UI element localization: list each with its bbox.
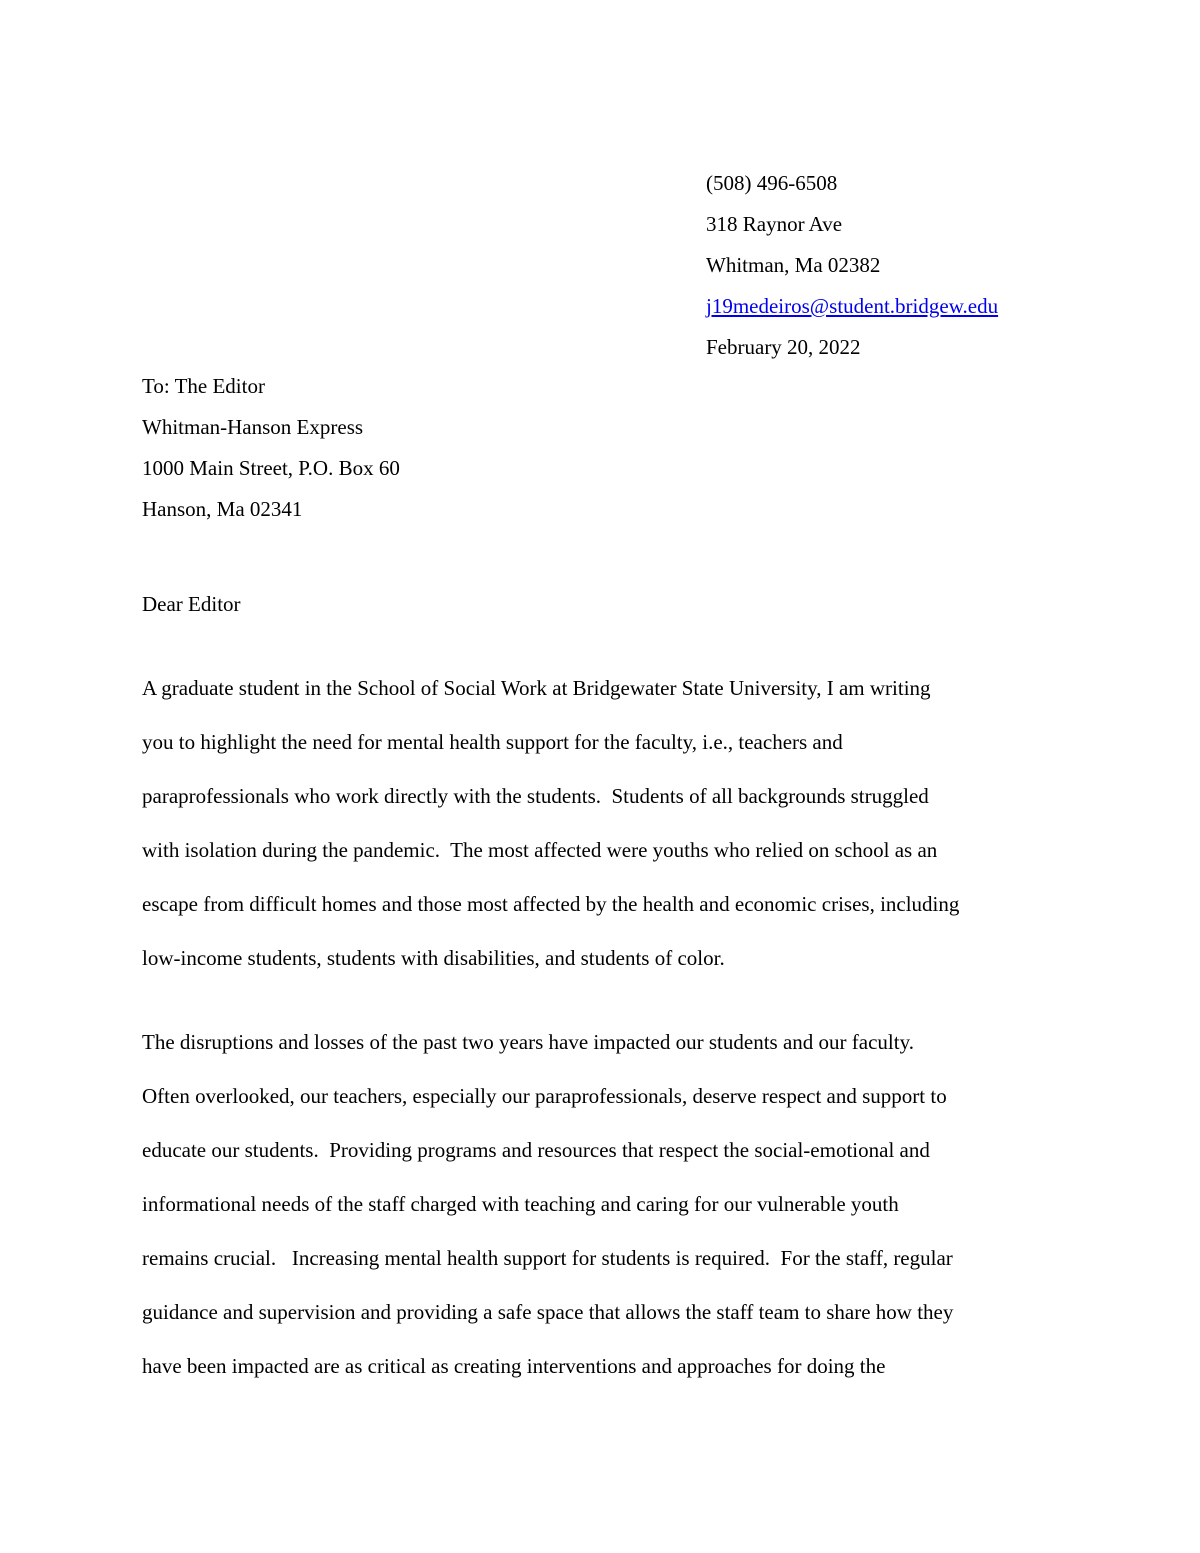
paragraph-line: paraprofessionals who work directly with the students. Students of all backgrounds struggled [142,784,929,808]
recipient-line: To: The Editor [142,374,265,398]
paragraph-line: escape from difficult homes and those most affected by the health and economic crises, including [142,892,960,916]
paragraph-line: with isolation during the pandemic. The most affected were youths who relied on school as an [142,838,938,862]
paragraph-line: low-income students, students with disabilities, and students of color. [142,946,725,970]
paragraph-line: guidance and supervision and providing a safe space that allows the staff team to share how they [142,1300,954,1324]
sender-street: 318 Raynor Ave [706,212,843,236]
recipient-line: Hanson, Ma 02341 [142,497,303,521]
paragraph-line: educate our students. Providing programs and resources that respect the social-emotional and [142,1138,930,1162]
sender-phone: (508) 496-6508 [706,171,838,195]
paragraph-line: have been impacted are as critical as creating interventions and approaches for doing the [142,1354,886,1378]
paragraph-line: A graduate student in the School of Social Work at Bridgewater State University, I am writing [142,676,931,700]
sender-city: Whitman, Ma 02382 [706,253,881,277]
paragraph-line: you to highlight the need for mental health support for the faculty, i.e., teachers and [142,730,843,754]
recipient-line: 1000 Main Street, P.O. Box 60 [142,456,400,480]
sender-email-link[interactable]: j19medeiros@student.bridgew.edu [706,294,999,318]
paragraph-line: remains crucial. Increasing mental health support for students is required. For the staff, regular [142,1246,953,1270]
paragraph-line: informational needs of the staff charged with teaching and caring for our vulnerable youth [142,1192,899,1216]
paragraph-line: The disruptions and losses of the past two years have impacted our students and our faculty. [142,1030,914,1054]
paragraph-line: Often overlooked, our teachers, especially our paraprofessionals, deserve respect and support to [142,1084,947,1108]
salutation: Dear Editor [142,592,241,616]
recipient-line: Whitman-Hanson Express [142,415,364,439]
letter-date: February 20, 2022 [706,335,861,359]
